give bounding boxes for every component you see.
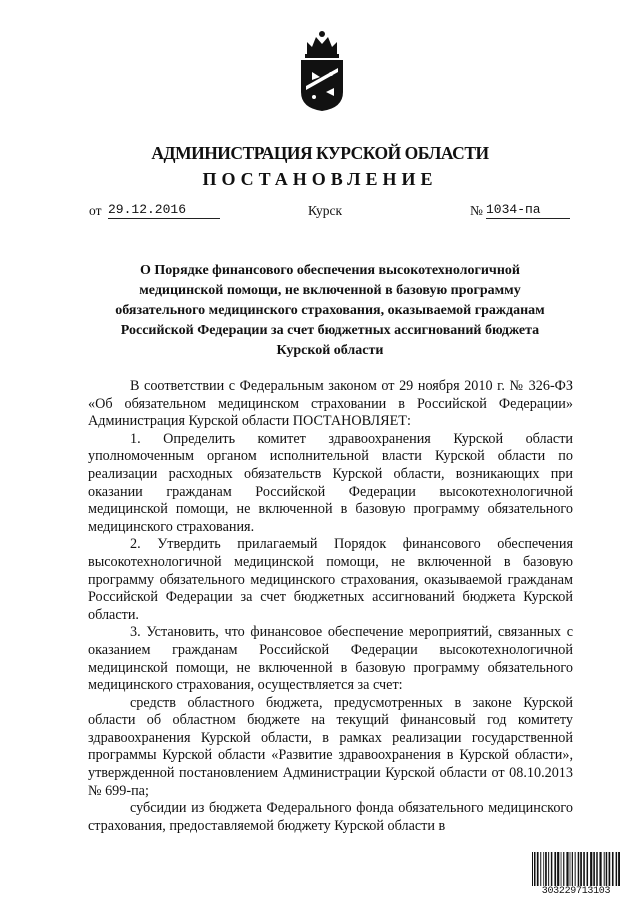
document-meta-row [0, 202, 640, 222]
barcode-bar [563, 852, 564, 886]
barcode-bar [583, 852, 585, 886]
body-paragraph: В соответствии с Федеральным законом от 29 ноября 2010 г. № 326-ФЗ «Об обязательном медицинском страховании в Российской Федерации» Администрация Курской области ПОСТАНОВЛЯЕТ: [88, 378, 573, 430]
document-body [88, 378, 573, 835]
barcode-bar [554, 852, 556, 886]
organization-name: АДМИНИСТРАЦИЯ КУРСКОЙ ОБЛАСТИ [151, 143, 489, 163]
barcode-bar [543, 852, 544, 886]
barcode-number: 303229713103 [541, 886, 611, 897]
coat-of-arms-icon [295, 30, 349, 112]
barcode-bar [537, 852, 539, 886]
barcode-bar [580, 852, 582, 886]
barcode-bar [548, 852, 549, 886]
title-line: Курской области [276, 343, 384, 358]
barcode-bar [561, 852, 562, 886]
barcode-bar [587, 852, 589, 886]
barcode-bar [578, 852, 580, 886]
barcode-bar [557, 852, 559, 886]
body-paragraph: 1. Определить комитет здравоохранения Курской области уполномоченным органом исполнительной власти Курской области по реализации расходных обязательств Курской области, возникающих при оказании гражданам Российской Федерации высокотехнологичной медицинской помощи, не включенной в базовую программу обязательного медицинского страхования. [88, 430, 573, 535]
date-prefix: от [89, 203, 102, 218]
barcode-bar [534, 852, 536, 886]
document-date: 29.12.2016 [108, 202, 220, 219]
barcode-bar [590, 852, 592, 886]
barcode-bar [572, 852, 573, 886]
barcode-bar [596, 852, 598, 886]
barcode-bar [566, 852, 568, 886]
barcode-bar [575, 852, 576, 886]
barcode-bar [609, 852, 611, 886]
barcode-bar [604, 852, 605, 886]
number-prefix: № [470, 203, 483, 218]
barcode-icon [531, 852, 621, 886]
title-line: Российской Федерации за счет бюджетных ассигнований бюджета [120, 323, 540, 338]
barcode-bar [540, 852, 541, 886]
barcode-bar [570, 852, 571, 886]
document-type: ПОСТАНОВЛЕНИЕ [202, 169, 438, 189]
document-number: 1034-па [486, 202, 570, 219]
barcode-bar [618, 852, 620, 886]
title-line: обязательного медицинского страхования, оказываемой гражданам [115, 303, 545, 318]
body-paragraph: средств областного бюджета, предусмотренных в законе Курской области об областном бюджете на текущий финансовый год комитету здравоохранения Курской области, в рамках реализации государственной программы Курской области «Развитие здравоохранения в Курской области», утвержденной постановлением Администрации Курской области от 08.10.2013 № 699-па; [88, 694, 573, 799]
title-line: медицинской помощи, не включенной в базовую программу [139, 283, 521, 298]
barcode-bar [545, 852, 547, 886]
barcode-bar [616, 852, 618, 886]
barcode-bar [551, 852, 553, 886]
body-paragraph: 3. Установить, что финансовое обеспечение мероприятий, связанных с оказанием гражданам Российской Федерации высокотехнологичной медицинской помощи, не включенной в базовую программу обязательного медицинского страхования, осуществляется за счет: [88, 624, 573, 694]
body-paragraph: 2. Утвердить прилагаемый Порядок финансового обеспечения высокотехнологичной медицинской помощи, не включенной в базовую программу обязательного медицинского страхования, оказываемой гражданам Российской Федерации за счет бюджетных ассигнований бюджета Курской области. [88, 536, 573, 623]
body-paragraph: субсидии из бюджета Федерального фонда обязательного медицинского страхования, предоставляемой бюджету Курской области в [88, 800, 573, 834]
title-line: О Порядке финансового обеспечения высокотехнологичной [140, 263, 520, 278]
barcode-bar [532, 852, 533, 886]
barcode-bar [593, 852, 595, 886]
barcode-bar [612, 852, 614, 886]
document-city: Курск [308, 203, 343, 218]
barcode-bar [599, 852, 601, 886]
barcode-bar [606, 852, 608, 886]
barcode [531, 852, 621, 896]
document-title [88, 261, 572, 361]
